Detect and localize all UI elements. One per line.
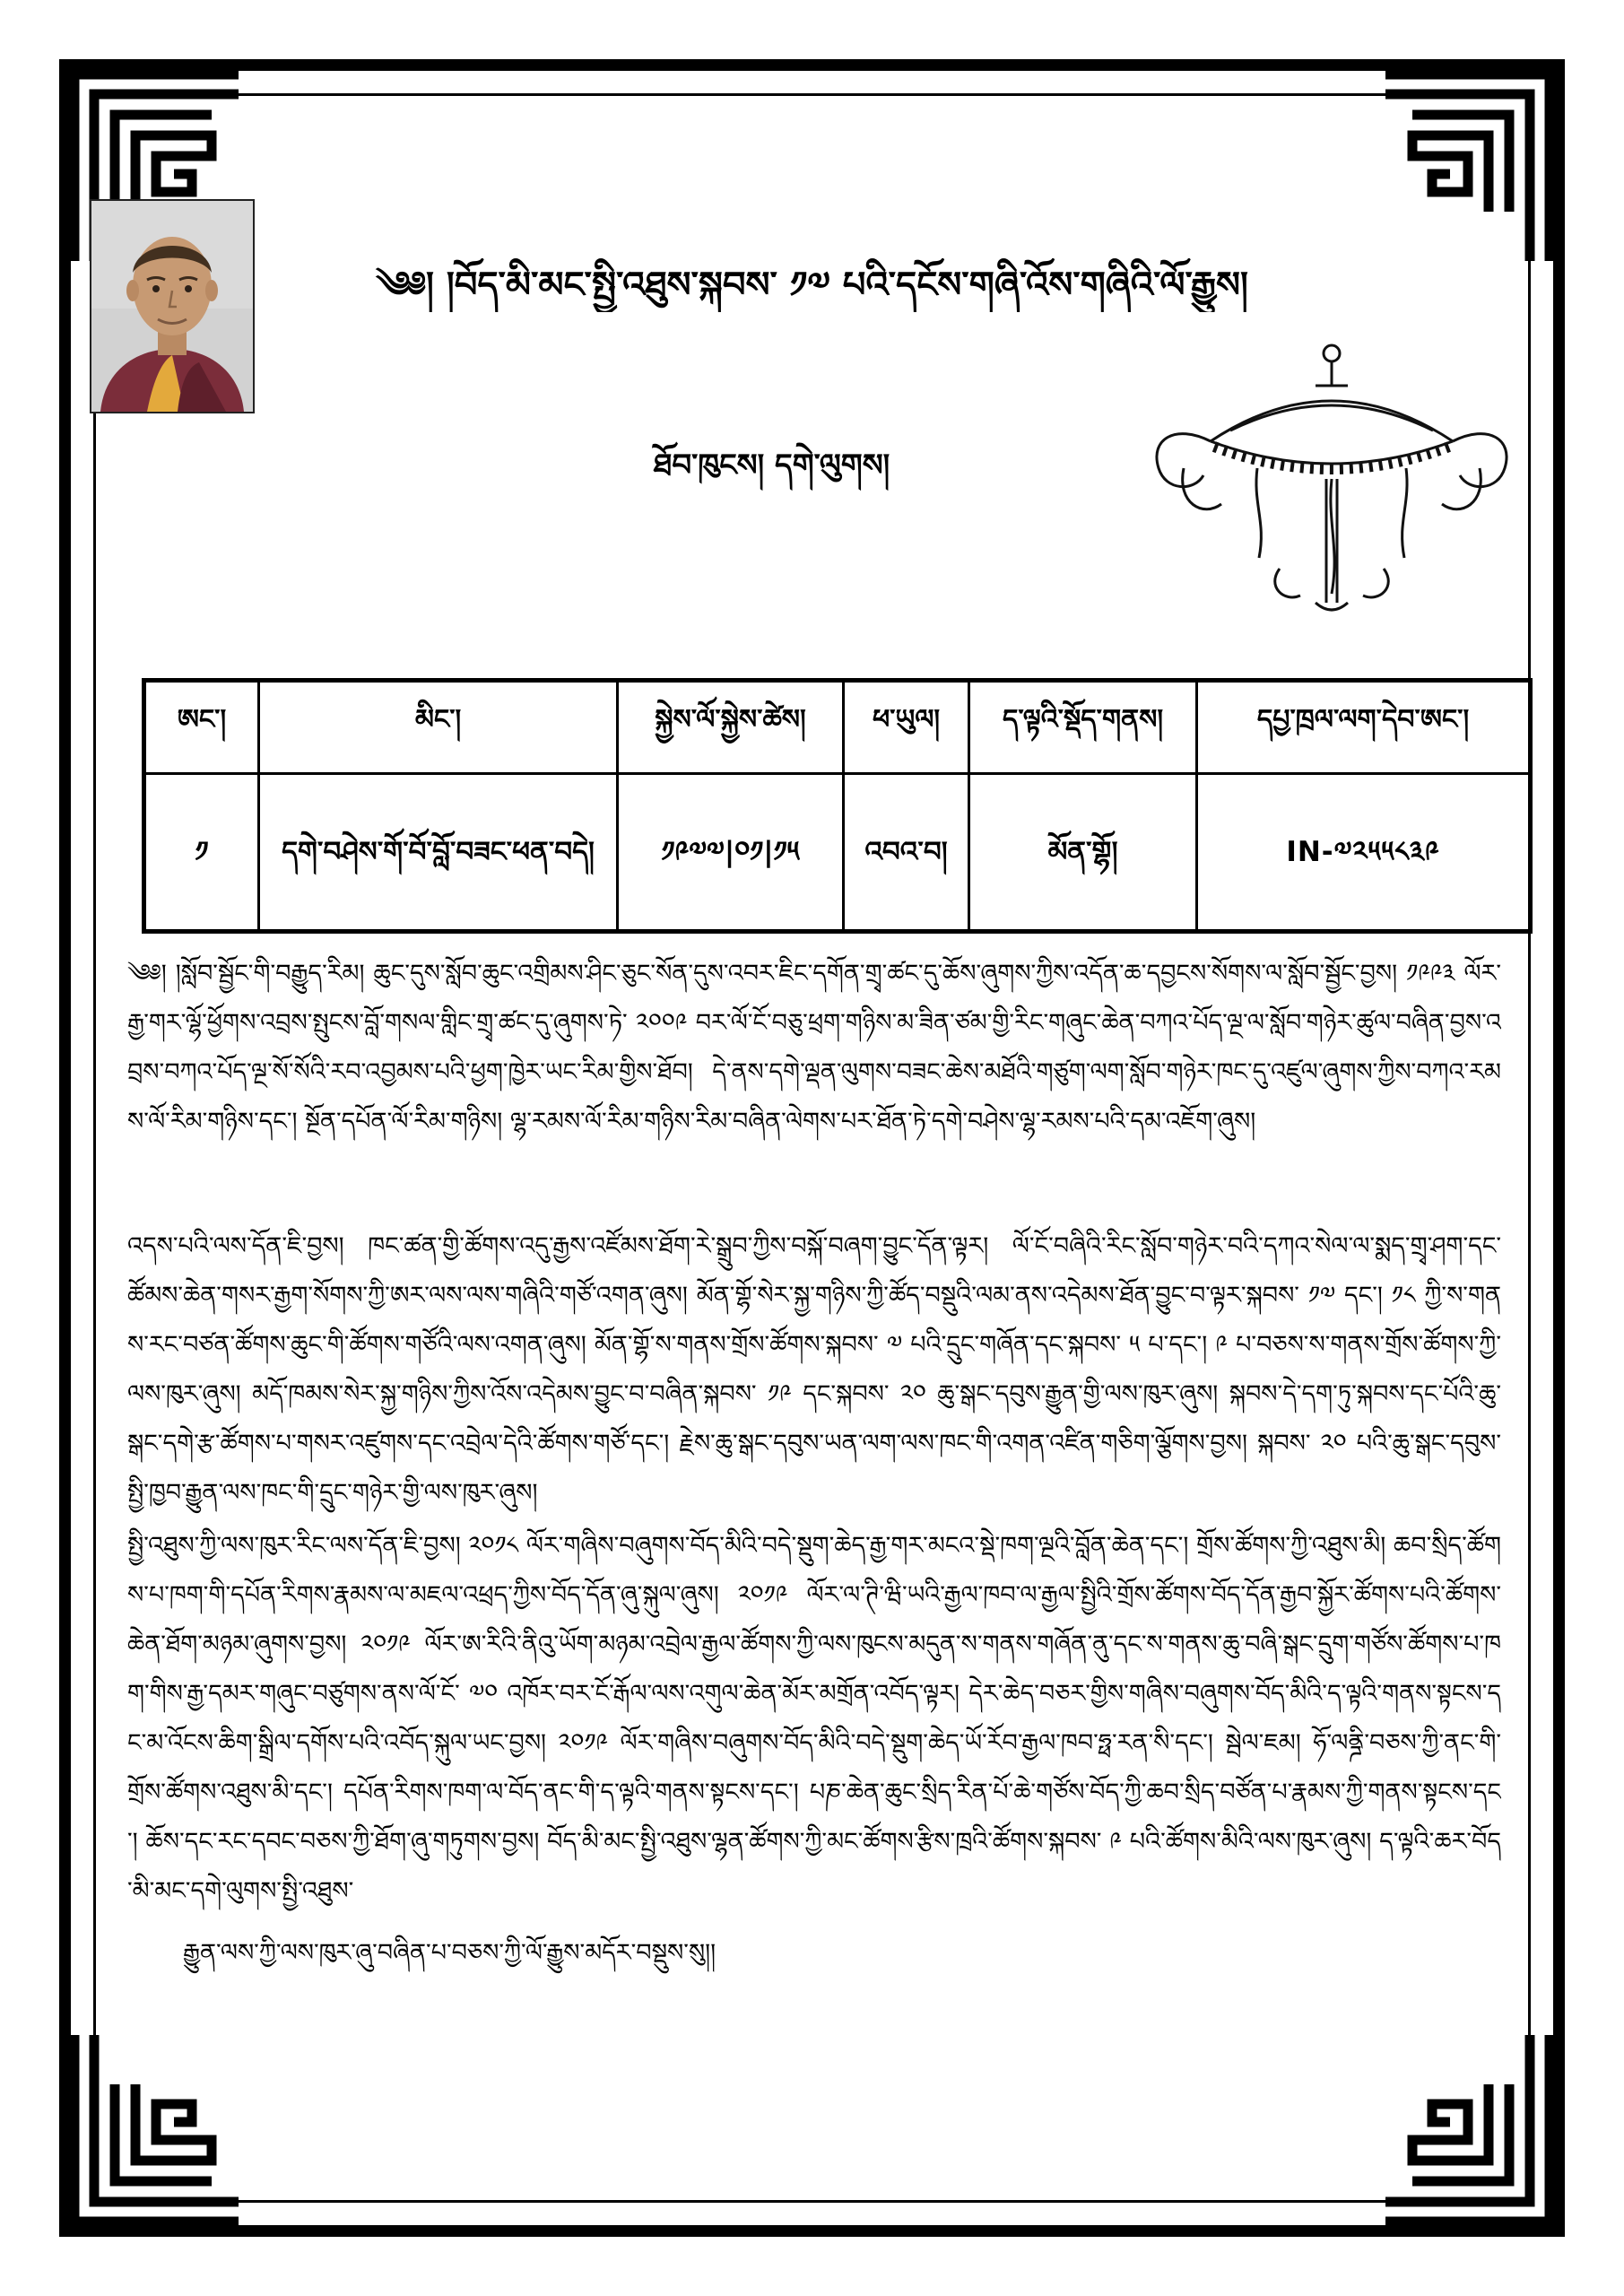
candidate-photo xyxy=(90,199,255,413)
table-cell-0: ༡ xyxy=(144,774,259,932)
closing-line: རྒྱུན་ལས་ཀྱི་ལས་ཁུར་ཞུ་བཞིན་པ་བཅས་ཀྱི་ལོ་རྒྱུས་མདོར་བསྡུས་སུ།། xyxy=(183,1939,716,1967)
parasol-emblem-icon xyxy=(1132,334,1532,630)
fret-ornament-top-right-icon xyxy=(1385,68,1556,261)
candidate-info-table xyxy=(142,678,1533,934)
table-header-row xyxy=(144,681,1531,774)
column-header-4: ད་ལྟའི་སྡོད་གནས། xyxy=(969,681,1197,774)
column-header-2: སྐྱེས་ལོ་སྐྱེས་ཚེས། xyxy=(618,681,844,774)
column-header-1: མིང་། xyxy=(259,681,618,774)
column-header-0: ཨང་། xyxy=(144,681,259,774)
column-header-5: དཔྱ་ཁྲལ་ལག་དེབ་ཨང་། xyxy=(1197,681,1531,774)
fret-ornament-bottom-right-icon xyxy=(1385,2035,1556,2228)
table-cell-5: IN-༧༢༥༥༨༣༩ xyxy=(1197,774,1531,932)
table-cell-3: འབའ་བ། xyxy=(844,774,969,932)
fret-ornament-bottom-left-icon xyxy=(68,2035,239,2228)
column-header-3: ཕ་ཡུལ། xyxy=(844,681,969,774)
past-service-paragraph: འདས་པའི་ལས་དོན་ཇི་བྱས། ཁང་ཚན་གྱི་ཚོགས་འདུ་རྒྱས་འཛོམས་ཐོག་རེ་སྒྲུབ་ཀྱིས་བསྐོ་བཞག་བྱུང་དོན་ལྟར། ལོ་ངོ་བཞིའི་རིང་སློབ་གཉེར་བའི་དཀའ་སེལ་ལ་སྨད་གྲྭ་ཤག་དང་ཚོམས་ཆེན་གསར་རྒྱག་སོགས་ཀྱི་ཨར་ལས་ལས་གཞིའི་གཙོ་འགན་ཞུས། མོན་གྷོ་སེར་སྐྱ་གཉིས་ཀྱི་ཚོད་བསྡུའི་ལམ་ནས་འདེམས་ཐོན་བྱུང་བ་ལྟར་སྐབས་ ༡༧ དང་། ༡༨ ཀྱི་ས་གནས་རང་བཙན་ཚོགས་ཆུང་གི་ཚོགས་གཙོའི་ལས་འགན་ཞུས། མོན་གྷོ་ས་གནས་གྲོས་ཚོགས་སྐབས་ ༧ པའི་དྲུང་གཞོན་དང་སྐབས་ ༥ པ་དང་། ༩ པ་བཅས་ས་གནས་གྲོས་ཚོགས་ཀྱི་ལས་ཁུར་ཞུས། མདོ་ཁམས་སེར་སྐྱ་གཉིས་ཀྱིས་འོས་འདེམས་བྱུང་བ་བཞིན་སྐབས་ ༡༩ དང་སྐབས་ ༢༠ ཆུ་སྒང་དབུས་རྒྱུན་གྱི་ལས་ཁུར་ཞུས། སྐབས་དེ་དག་ཏུ་སྐབས་དང་པོའི་ཆུ་སྒང་དགེ་རྩ་ཚོགས་པ་གསར་འཛུགས་དང་འབྲེལ་དེའི་ཚོགས་གཙོ་དང་། རྗེས་ཆུ་སྒང་དབུས་ཡན་ལག་ལས་ཁང་གི་འགན་འཛིན་གཅིག་ལྕོགས་བྱས། སྐབས་ ༢༠ པའི་ཆུ་སྒང་དབུས་སྤྱི་ཁྱབ་རྒྱུན་ལས་ཁང་གི་དྲུང་གཉེར་གྱི་ལས་ཁུར་ཞུས། xyxy=(127,1232,1501,1507)
education-paragraph: ༄༅། །སློབ་སྦྱོང་གི་བརྒྱུད་རིམ། ཆུང་དུས་སློབ་ཆུང་འགྲིམས་ཤིང་ཅུང་སོན་དུས་འབར་ཇིང་དགོན་གྲྭ་ཚང་དུ་ཆོས་ཞུགས་ཀྱིས་འདོན་ཆ་དབྱངས་སོགས་ལ་སློབ་སྦྱོང་བྱས། ༡༩༩༣ ལོར་རྒྱ་གར་ལྷོ་ཕྱོགས་འབྲས་སྤུངས་བློ་གསལ་གླིང་གྲྭ་ཚང་དུ་ཞུགས་ཏེ་ ༢༠༠༩ བར་ལོ་ངོ་བཅུ་ཕྲག་གཉིས་མ་ཟིན་ཙམ་གྱི་རིང་གཞུང་ཆེན་བཀའ་པོད་ལྔ་ལ་སློབ་གཉེར་ཚུལ་བཞིན་བྱས་འབྲས་བཀའ་པོད་ལྔ་སོ་སོའི་རབ་འབྱམས་པའི་ཕྱག་ཁྱེར་ཡང་རིམ་གྱིས་ཐོབ། དེ་ནས་དགེ་ལྡན་ལུགས་བཟང་ཆེས་མཐོའི་གཙུག་ལག་སློབ་གཉེར་ཁང་དུ་འཛུལ་ཞུགས་ཀྱིས་བཀའ་རམས་ལོ་རིམ་གཉིས་དང་། སྔོན་དཔོན་ལོ་རིམ་གཉིས། ལྷ་རམས་ལོ་རིམ་གཉིས་རིམ་བཞིན་ལེགས་པར་ཐོན་ཏེ་དགེ་བཤེས་ལྷ་རམས་པའི་དམ་འཇོག་ཞུས། xyxy=(127,960,1501,1135)
parliament-service-paragraph: སྤྱི་འཐུས་ཀྱི་ལས་ཁུར་རིང་ལས་དོན་ཇི་བྱས། ༢༠༡༨ ལོར་གཞིས་བཞུགས་བོད་མིའི་བདེ་སྡུག་ཆེད་རྒྱ་གར་མངའ་སྡེ་ཁག་ལྔའི་བློན་ཆེན་དང་། གྲོས་ཚོགས་ཀྱི་འཐུས་མི། ཆབ་སྲིད་ཚོགས་པ་ཁག་གི་དཔོན་རིགས་རྣམས་ལ་མཇལ་འཕྲད་ཀྱིས་བོད་དོན་ཞུ་སྐུལ་ཞུས། ༢༠༡༩ ལོར་ལ་ཊི་ཝི་ཡའི་རྒྱལ་ཁབ་ལ་རྒྱལ་སྤྱིའི་གྲོས་ཚོགས་བོད་དོན་རྒྱབ་སྐྱོར་ཚོགས་པའི་ཚོགས་ཆེན་ཐོག་མཉམ་ཞུགས་བྱས། ༢༠༡༩ ལོར་ཨ་རིའི་ནིའུ་ཡོག་མཉམ་འབྲེལ་རྒྱལ་ཚོགས་ཀྱི་ལས་ཁུངས་མདུན་ས་གནས་གཞོན་ནུ་དང་ས་གནས་ཆུ་བཞི་སྒང་དྲུག་གཙོས་ཚོགས་པ་ཁག་གིས་རྒྱ་དམར་གཞུང་བཙུགས་ནས་ལོ་ངོ་ ༧༠ འཁོར་བར་ངོ་རྒོལ་ལས་འགུལ་ཆེན་མོར་མགྲོན་འབོད་ལྟར། དེར་ཆེད་བཅར་གྱིས་གཞིས་བཞུགས་བོད་མིའི་ད་ལྟའི་གནས་སྟངས་དང་མ་འོངས་ཆིག་སྒྲིལ་དགོས་པའི་འབོད་སྐུལ་ཡང་བྱས། ༢༠༡༩ ལོར་གཞིས་བཞུགས་བོད་མིའི་བདེ་སྡུག་ཆེད་ཡོ་རོབ་རྒྱལ་ཁབ་ཧྥ་རན་སི་དང་། སྦེལ་ཇམ། ཧོ་ལནྜི་བཅས་ཀྱི་ནང་གི་གྲོས་ཚོགས་འཐུས་མི་དང་། དཔོན་རིགས་ཁག་ལ་བོད་ནང་གི་ད་ལྟའི་གནས་སྟངས་དང་། པཎ་ཆེན་ཆུང་སྲིད་རིན་པོ་ཆེ་གཙོས་བོད་ཀྱི་ཆབ་སྲིད་བཙོན་པ་རྣམས་ཀྱི་གནས་སྟངས་དང་། ཆོས་དང་རང་དབང་བཅས་ཀྱི་ཐོག་ཞུ་གཏུགས་བྱས། བོད་མི་མང་སྤྱི་འཐུས་ལྷན་ཚོགས་ཀྱི་མང་ཚོགས་རྩིས་ཁྲའི་ཚོགས་སྐབས་ ༩ པའི་ཚོགས་མིའི་ལས་ཁུར་ཞུས། ད་ལྟའི་ཆར་བོད་མི་མང་དགེ་ལུགས་སྤྱི་འཐུས་ xyxy=(127,1532,1501,1905)
table-row xyxy=(144,774,1531,932)
page-title: ༄༅། །བོད་མི་མང་སྤྱི་འཐུས་སྐབས་ ༡༧ པའི་དངོས་གཞི་འོས་གཞིའི་ལོ་རྒྱུས། xyxy=(376,265,1248,306)
table-cell-1: དགེ་བཤེས་གོ་བོ་བློ་བཟང་ཕན་བདེ། xyxy=(259,774,618,932)
constituency-subtitle: ཐོབ་ཁུངས། དགེ་ལུགས། xyxy=(653,448,890,483)
table-cell-4: མོན་གྷོ། xyxy=(969,774,1197,932)
table-cell-2: ༡༩༧༧|༠༡|༡༥ xyxy=(618,774,844,932)
